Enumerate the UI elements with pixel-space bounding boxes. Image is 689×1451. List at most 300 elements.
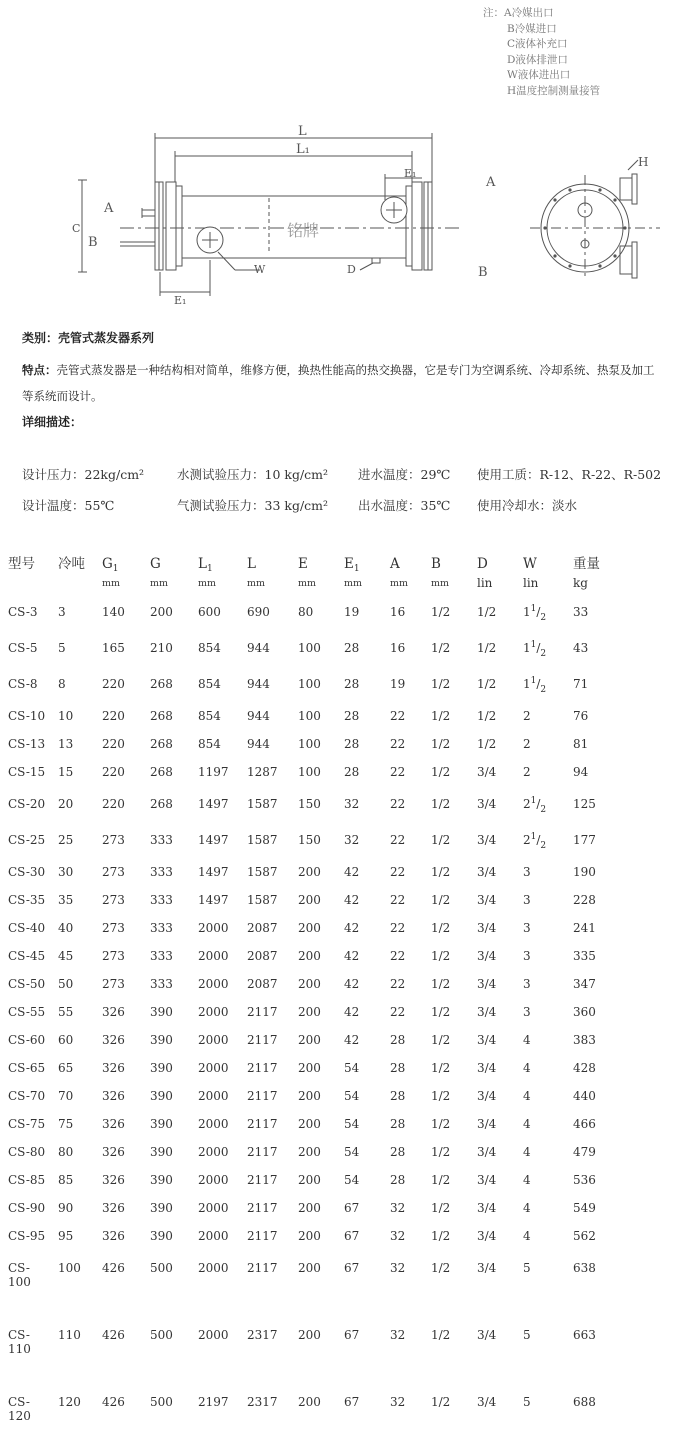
cell-l: 690	[247, 605, 270, 619]
cell-w: 5	[523, 1328, 531, 1342]
cell-l: 2117	[247, 1201, 278, 1215]
unit-model	[8, 572, 58, 594]
cell-l: 2087	[247, 977, 278, 991]
cell-g: 390	[150, 1173, 173, 1187]
cell-g1: 326	[102, 1117, 125, 1131]
cell-weight: 536	[573, 1173, 596, 1187]
table-row	[8, 702, 613, 730]
cell-weight: 428	[573, 1061, 596, 1075]
cell-g: 268	[150, 677, 173, 691]
cell-g1: 140	[102, 605, 125, 619]
cell-weight: 335	[573, 949, 596, 963]
note-item: A冷媒出口	[504, 7, 554, 19]
cell-e: 200	[298, 1261, 321, 1275]
cell-l1: 854	[198, 737, 221, 751]
cell-weight: 228	[573, 893, 596, 907]
cell-l1: 1197	[198, 765, 229, 779]
cell-weight: 190	[573, 865, 596, 879]
table-row	[8, 1250, 613, 1317]
cell-w: 3	[523, 977, 531, 991]
cell-weight: 663	[573, 1328, 596, 1342]
label-A: A	[104, 201, 114, 216]
table-row	[8, 730, 613, 758]
cell-tons: 20	[58, 797, 74, 811]
unit-d: lin	[477, 576, 493, 590]
cell-w: $2^1/_2$	[523, 796, 547, 815]
cell-l: 1587	[247, 797, 278, 811]
cell-model: CS-40	[8, 921, 46, 935]
cell-g1: 326	[102, 1033, 125, 1047]
note-item: C液体补充口	[507, 38, 568, 50]
cell-e1: 42	[344, 977, 360, 991]
cell-l: 2117	[247, 1005, 278, 1019]
cell-e1: 54	[344, 1089, 360, 1103]
cell-d: 3/4	[477, 1061, 497, 1075]
cell-a: 32	[390, 1229, 406, 1243]
unit-e1: mm	[344, 577, 363, 589]
cell-b: 1/2	[431, 1117, 451, 1131]
table-row	[8, 886, 613, 914]
cell-l: 2117	[247, 1061, 278, 1075]
cell-d: 1/2	[477, 709, 497, 723]
cell-b: 1/2	[431, 797, 451, 811]
cell-g: 500	[150, 1261, 173, 1275]
cell-g: 268	[150, 709, 173, 723]
cell-model: CS-3	[8, 605, 38, 619]
cell-model: CS-70	[8, 1089, 46, 1103]
cell-w: 4	[523, 1061, 531, 1075]
cell-w: 5	[523, 1261, 531, 1275]
cell-g1: 220	[102, 737, 125, 751]
cell-d: 1/2	[477, 605, 497, 619]
label-nameplate: 铭牌	[287, 221, 320, 240]
cell-b: 1/2	[431, 893, 451, 907]
cell-weight: 562	[573, 1229, 596, 1243]
cell-e: 100	[298, 765, 321, 779]
cell-w: 3	[523, 949, 531, 963]
evaporator-drawing	[60, 120, 689, 310]
cell-a: 22	[390, 977, 406, 991]
cell-l1: 2000	[198, 921, 229, 935]
cell-l1: 2197	[198, 1395, 229, 1409]
cell-g: 268	[150, 797, 173, 811]
cell-g: 500	[150, 1395, 173, 1409]
cell-d: 3/4	[477, 921, 497, 935]
cell-tons: 80	[58, 1145, 74, 1159]
cell-a: 28	[390, 1061, 406, 1075]
table-header-row	[8, 548, 613, 572]
table-row	[8, 786, 613, 822]
cell-b: 1/2	[431, 709, 451, 723]
cell-g: 268	[150, 765, 173, 779]
cell-e1: 28	[344, 737, 360, 751]
cell-d: 3/4	[477, 1201, 497, 1215]
col-header-g1: $G_1$	[102, 556, 119, 574]
cell-e1: 32	[344, 833, 360, 847]
cell-g: 500	[150, 1328, 173, 1342]
cell-d: 3/4	[477, 977, 497, 991]
cell-e1: 54	[344, 1117, 360, 1131]
cell-g: 333	[150, 921, 173, 935]
cell-e: 200	[298, 1145, 321, 1159]
label-W: W	[254, 263, 266, 276]
cell-weight: 347	[573, 977, 596, 991]
cell-e: 200	[298, 949, 321, 963]
cell-l1: 2000	[198, 1328, 229, 1342]
table-row	[8, 1138, 613, 1166]
cell-l1: 2000	[198, 1089, 229, 1103]
cell-d: 3/4	[477, 797, 497, 811]
cell-weight: 71	[573, 677, 589, 691]
cell-weight: 33	[573, 605, 589, 619]
cell-g: 390	[150, 1089, 173, 1103]
cell-l: 2087	[247, 949, 278, 963]
cell-tons: 45	[58, 949, 74, 963]
cell-g: 333	[150, 977, 173, 991]
cell-g: 390	[150, 1033, 173, 1047]
cell-e: 200	[298, 1061, 321, 1075]
cell-e: 200	[298, 1395, 321, 1409]
cell-e: 100	[298, 641, 321, 655]
cell-tons: 40	[58, 921, 74, 935]
param-inlet-water-temp: 进水温度：29℃	[358, 467, 451, 482]
cell-d: 3/4	[477, 1145, 497, 1159]
cell-weight: 688	[573, 1395, 596, 1409]
cell-e1: 28	[344, 677, 360, 691]
cell-tons: 10	[58, 709, 74, 723]
cell-g: 390	[150, 1229, 173, 1243]
cell-tons: 65	[58, 1061, 74, 1075]
cell-model: CS-5	[8, 641, 38, 655]
cell-model: CS-10	[8, 709, 46, 723]
cell-e1: 28	[344, 709, 360, 723]
param-outlet-water-temp: 出水温度：35℃	[358, 498, 451, 513]
table-row	[8, 998, 613, 1026]
cell-d: 3/4	[477, 1089, 497, 1103]
cell-l: 1287	[247, 765, 278, 779]
cell-g1: 220	[102, 797, 125, 811]
cell-l: 944	[247, 677, 270, 691]
cell-tons: 13	[58, 737, 74, 751]
cell-g: 210	[150, 641, 173, 655]
unit-w: lin	[523, 576, 539, 590]
note-line	[483, 6, 600, 22]
cell-tons: 90	[58, 1201, 74, 1215]
cell-e1: 67	[344, 1395, 360, 1409]
label-E1-bottom: E₁	[174, 294, 187, 307]
cell-l1: 2000	[198, 1117, 229, 1131]
label-B-end: B	[478, 265, 488, 280]
label-B: B	[88, 235, 98, 250]
cell-g1: 273	[102, 977, 125, 991]
spec-table	[8, 548, 613, 1451]
cell-a: 22	[390, 833, 406, 847]
col-header-e: E	[298, 556, 308, 572]
detail-heading	[22, 413, 82, 430]
category-label: 类别：	[22, 331, 59, 345]
cell-l: 1587	[247, 833, 278, 847]
cell-tons: 70	[58, 1089, 74, 1103]
cell-a: 28	[390, 1117, 406, 1131]
cell-weight: 177	[573, 833, 596, 847]
cell-w: 2	[523, 737, 531, 751]
note-item: H温度控制测量接管	[507, 84, 601, 97]
cell-e: 200	[298, 977, 321, 991]
cell-weight: 43	[573, 641, 589, 655]
cell-tons: 8	[58, 677, 66, 691]
features-line-2: 等系统而设计。	[22, 389, 103, 403]
cell-a: 32	[390, 1328, 406, 1342]
unit-l1: mm	[198, 577, 217, 589]
cell-d: 3/4	[477, 1395, 497, 1409]
cell-e1: 42	[344, 865, 360, 879]
note-item: D液体排泄口	[507, 53, 568, 66]
cell-e: 200	[298, 865, 321, 879]
cell-model: CS-35	[8, 893, 46, 907]
cell-d: 3/4	[477, 1005, 497, 1019]
cell-e: 200	[298, 1117, 321, 1131]
cell-e: 150	[298, 797, 321, 811]
cell-tons: 85	[58, 1173, 74, 1187]
category-line	[22, 329, 154, 346]
cell-weight: 360	[573, 1005, 596, 1019]
cell-l: 2117	[247, 1117, 278, 1131]
label-L1: L₁	[296, 142, 310, 157]
cell-d: 3/4	[477, 865, 497, 879]
cell-e: 200	[298, 921, 321, 935]
cell-model: CS- 120	[8, 1395, 31, 1423]
cell-l: 2117	[247, 1261, 278, 1275]
cell-b: 1/2	[431, 641, 451, 655]
label-C: C	[72, 222, 81, 235]
features-line-1: 壳管式蒸发器是一种结构相对简单，维修方便，换热性能高的热交换器，它是专门为空调系统、冷却系统、热泵及加工	[56, 363, 655, 377]
cell-model: CS-20	[8, 797, 46, 811]
cell-l1: 2000	[198, 1173, 229, 1187]
cell-b: 1/2	[431, 1261, 451, 1275]
label-A-end: A	[486, 175, 496, 190]
table-row	[8, 758, 613, 786]
table-row	[8, 942, 613, 970]
cell-a: 22	[390, 921, 406, 935]
unit-weight: kg	[573, 576, 588, 590]
unit-e: mm	[298, 577, 317, 589]
cell-b: 1/2	[431, 1005, 451, 1019]
cell-d: 3/4	[477, 765, 497, 779]
cell-l: 2087	[247, 921, 278, 935]
cell-e: 200	[298, 893, 321, 907]
cell-g: 268	[150, 737, 173, 751]
cell-d: 1/2	[477, 737, 497, 751]
cell-e: 200	[298, 1201, 321, 1215]
features-paragraph	[22, 357, 688, 409]
cell-l: 2317	[247, 1395, 278, 1409]
cell-l1: 2000	[198, 1005, 229, 1019]
cell-w: 3	[523, 893, 531, 907]
cell-e: 200	[298, 1229, 321, 1243]
cell-l1: 2000	[198, 949, 229, 963]
cell-e: 200	[298, 1033, 321, 1047]
cell-e: 200	[298, 1089, 321, 1103]
cell-l1: 854	[198, 709, 221, 723]
cell-l1: 1497	[198, 797, 229, 811]
cell-g: 333	[150, 865, 173, 879]
cell-e1: 67	[344, 1261, 360, 1275]
cell-b: 1/2	[431, 1033, 451, 1047]
cell-g1: 426	[102, 1395, 125, 1409]
cell-l: 944	[247, 709, 270, 723]
cell-weight: 466	[573, 1117, 596, 1131]
col-header-a: A	[390, 556, 400, 572]
cell-e: 200	[298, 1005, 321, 1019]
cell-b: 1/2	[431, 1201, 451, 1215]
cell-g1: 326	[102, 1201, 125, 1215]
cell-weight: 81	[573, 737, 589, 751]
cell-e1: 32	[344, 797, 360, 811]
label-E1-top: E₁	[404, 167, 417, 180]
cell-g1: 326	[102, 1061, 125, 1075]
cell-a: 22	[390, 1005, 406, 1019]
cell-w: 4	[523, 1089, 531, 1103]
cell-e1: 54	[344, 1173, 360, 1187]
cell-w: 2	[523, 709, 531, 723]
cell-tons: 5	[58, 641, 66, 655]
param-design-temp: 设计温度：55℃	[22, 498, 115, 513]
cell-d: 3/4	[477, 1033, 497, 1047]
table-row	[8, 1194, 613, 1222]
cell-e: 100	[298, 677, 321, 691]
unit-tons	[58, 572, 102, 594]
cell-weight: 76	[573, 709, 589, 723]
cell-w: 4	[523, 1229, 531, 1243]
cell-d: 3/4	[477, 893, 497, 907]
cell-model: CS-80	[8, 1145, 46, 1159]
cell-g1: 326	[102, 1089, 125, 1103]
cell-model: CS-90	[8, 1201, 46, 1215]
cell-g1: 165	[102, 641, 125, 655]
cell-model: CS-85	[8, 1173, 46, 1187]
cell-b: 1/2	[431, 833, 451, 847]
cell-a: 16	[390, 641, 406, 655]
cell-weight: 383	[573, 1033, 596, 1047]
cell-model: CS-65	[8, 1061, 46, 1075]
table-row	[8, 970, 613, 998]
cell-e1: 42	[344, 949, 360, 963]
table-row	[8, 1026, 613, 1054]
cell-g: 390	[150, 1005, 173, 1019]
cell-w: $2^1/_2$	[523, 832, 547, 851]
cell-model: CS-15	[8, 765, 46, 779]
cell-a: 32	[390, 1261, 406, 1275]
table-row	[8, 1222, 613, 1250]
cell-g1: 220	[102, 709, 125, 723]
cell-l1: 2000	[198, 1201, 229, 1215]
cell-model: CS- 100	[8, 1261, 31, 1289]
cell-d: 3/4	[477, 949, 497, 963]
cell-g1: 273	[102, 833, 125, 847]
cell-l: 944	[247, 737, 270, 751]
cell-e1: 67	[344, 1229, 360, 1243]
cell-g: 200	[150, 605, 173, 619]
note-item: W液体进出口	[507, 69, 571, 81]
cell-l: 944	[247, 641, 270, 655]
cell-e1: 54	[344, 1061, 360, 1075]
cell-a: 32	[390, 1395, 406, 1409]
cell-w: 4	[523, 1033, 531, 1047]
cell-l: 2117	[247, 1145, 278, 1159]
cell-tons: 60	[58, 1033, 74, 1047]
col-header-d: D	[477, 556, 488, 572]
cell-g1: 426	[102, 1261, 125, 1275]
cell-a: 19	[390, 677, 406, 691]
cell-tons: 95	[58, 1229, 74, 1243]
cell-model: CS- 110	[8, 1328, 31, 1356]
label-L: L	[298, 124, 307, 139]
cell-l1: 1497	[198, 833, 229, 847]
cell-l1: 2000	[198, 1229, 229, 1243]
notes-title: 注：	[483, 7, 504, 19]
cell-w: 3	[523, 865, 531, 879]
cell-e: 100	[298, 737, 321, 751]
features-label: 特点：	[22, 363, 57, 377]
cell-d: 1/2	[477, 677, 497, 691]
cell-e: 200	[298, 1328, 321, 1342]
cell-l1: 1497	[198, 893, 229, 907]
detail-label: 详细描述：	[22, 415, 83, 429]
cell-g: 390	[150, 1145, 173, 1159]
cell-b: 1/2	[431, 865, 451, 879]
param-gas-test-pressure: 气测试验压力：33 kg/cm²	[177, 498, 329, 513]
cell-b: 1/2	[431, 1145, 451, 1159]
cell-e1: 42	[344, 921, 360, 935]
col-header-g: G	[150, 556, 161, 572]
param-cooling-water: 使用冷却水：淡水	[477, 498, 578, 513]
table-row	[8, 1384, 613, 1451]
cell-weight: 241	[573, 921, 596, 935]
cell-g: 390	[150, 1117, 173, 1131]
cell-w: 3	[523, 1005, 531, 1019]
cell-g1: 326	[102, 1229, 125, 1243]
table-row	[8, 630, 613, 666]
cell-w: $1^1/_2$	[523, 604, 547, 623]
cell-w: 4	[523, 1145, 531, 1159]
cell-b: 1/2	[431, 1061, 451, 1075]
cell-l1: 1497	[198, 865, 229, 879]
cell-d: 1/2	[477, 641, 497, 655]
cell-weight: 440	[573, 1089, 596, 1103]
cell-model: CS-25	[8, 833, 46, 847]
cell-a: 22	[390, 865, 406, 879]
cell-a: 28	[390, 1173, 406, 1187]
cell-g1: 273	[102, 921, 125, 935]
table-row	[8, 914, 613, 942]
cell-tons: 75	[58, 1117, 74, 1131]
cell-b: 1/2	[431, 765, 451, 779]
cell-b: 1/2	[431, 921, 451, 935]
cell-d: 3/4	[477, 1261, 497, 1275]
param-design-pressure: 设计压力：22kg/cm²	[22, 467, 145, 482]
col-header-l1: $L_1$	[198, 556, 213, 574]
cell-e1: 54	[344, 1145, 360, 1159]
cell-w: $1^1/_2$	[523, 676, 547, 695]
cell-w: $1^1/_2$	[523, 640, 547, 659]
cell-g: 333	[150, 833, 173, 847]
cell-l1: 2000	[198, 1061, 229, 1075]
unit-a: mm	[390, 577, 409, 589]
cell-weight: 94	[573, 765, 589, 779]
col-header-b: B	[431, 556, 441, 572]
cell-g: 333	[150, 949, 173, 963]
cell-weight: 125	[573, 797, 596, 811]
